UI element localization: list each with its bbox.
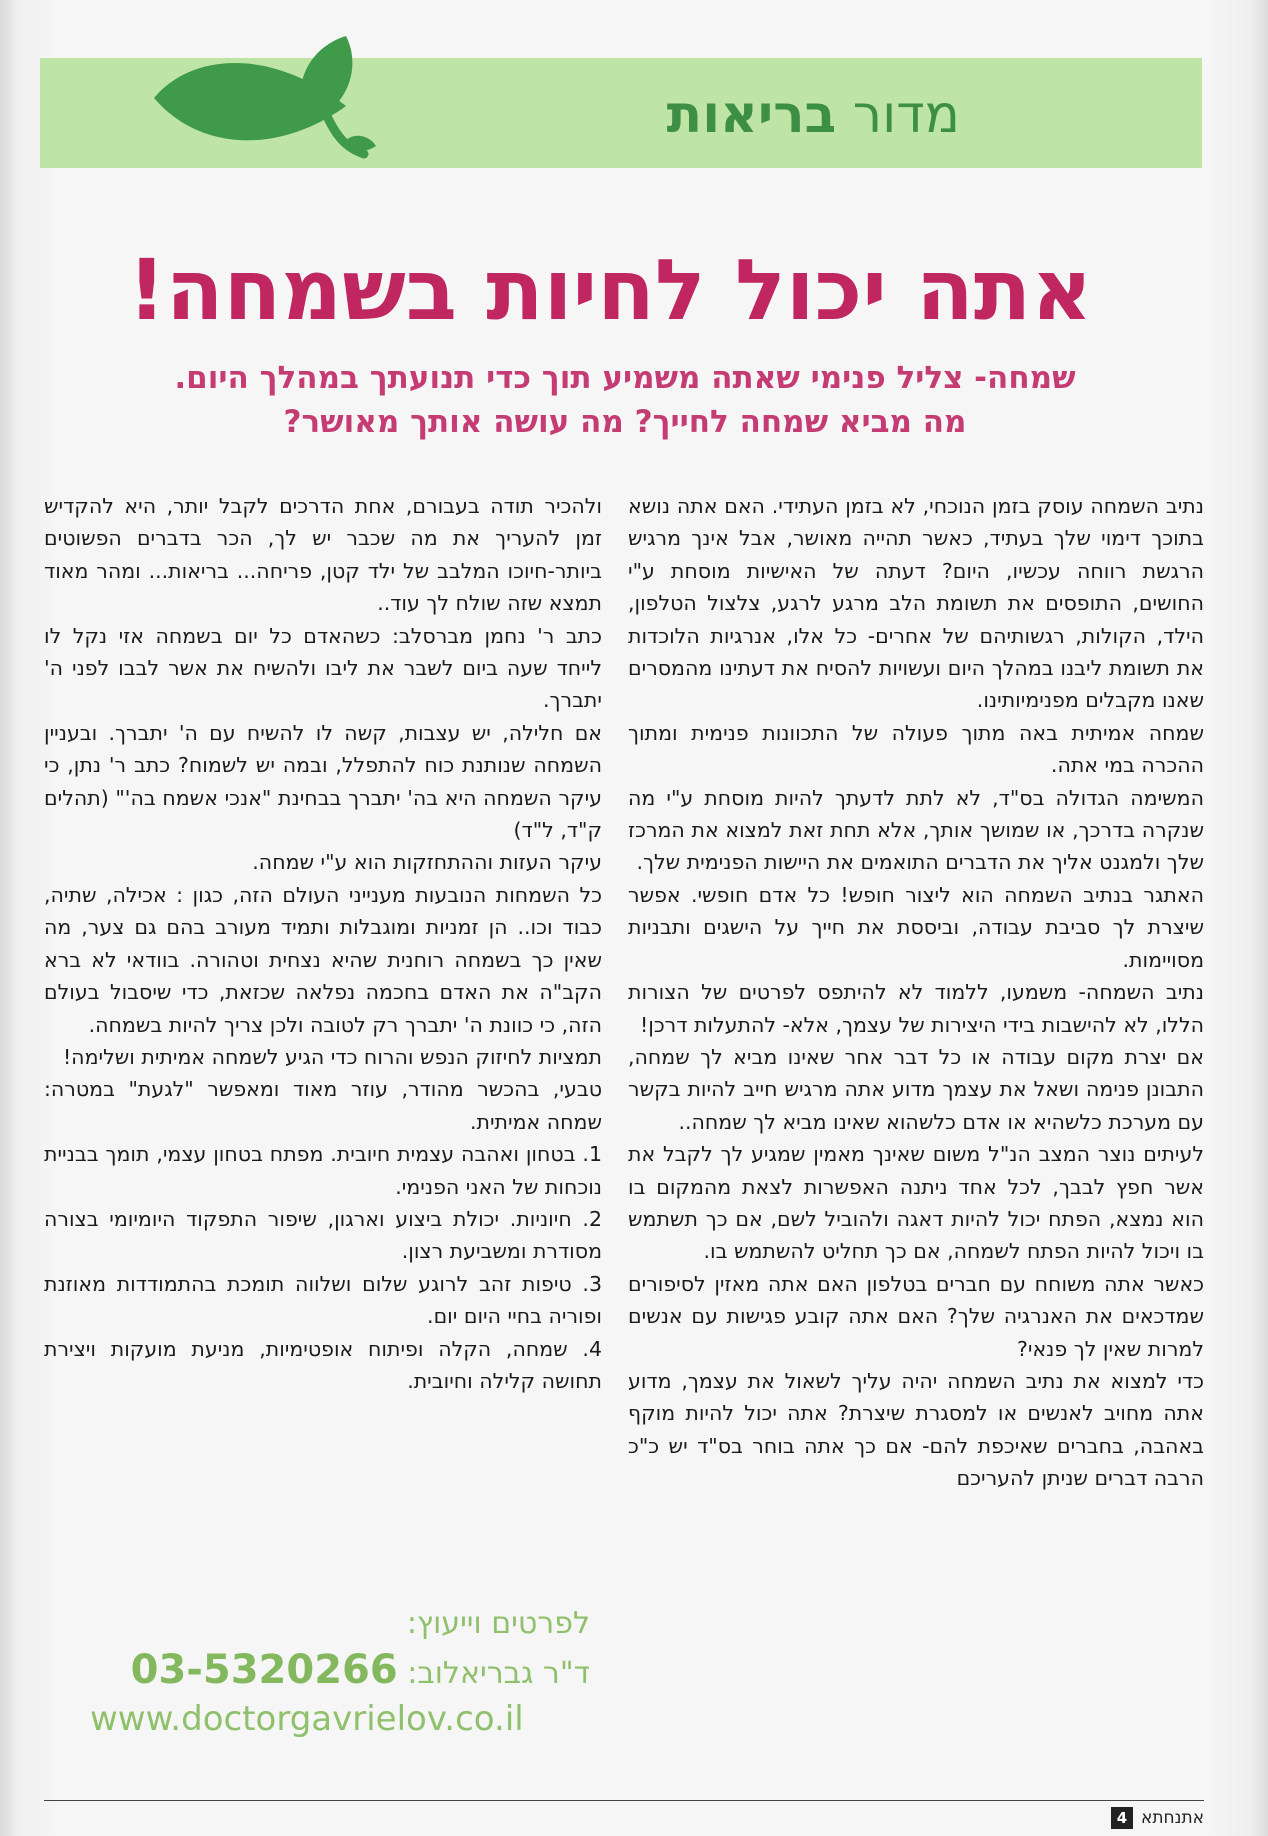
paragraph: כתב ר' נחמן מברסלב: כשהאדם כל יום בשמחה אזי נקל לו לייחד שעה ביום לשבר את ליבו ולהשיח את אשר לבבו לפני ה' יתברך. bbox=[44, 623, 602, 713]
paragraph: המשימה הגדולה בס"ד, לא לתת לדעתך להיות מוסחת ע"י מה שנקרה בדרכך, או שמושך אותך, אלא תחת זאת למצוא את המרכז שלך ולמגנט אליך את הדברים התואמים את היישות הפנימית שלך. bbox=[628, 785, 1204, 875]
paragraph: שמחה אמיתית באה מתוך פעולה של התכוונות פנימית ומתוך ההכרה במי אתה. bbox=[628, 720, 1204, 778]
paragraph: אם יצרת מקום עבודה או כל דבר אחר שאינו מביא לך שמחה, התבונן פנימה ושאל את עצמך מדוע אתה מרגיש חייב להיות בקשר עם מערכת כלשהיא או אדם כלשהוא שאינו מביא לך שמחה.. bbox=[628, 1044, 1204, 1134]
page-footer bbox=[1111, 1806, 1204, 1830]
list-item: 2. חיוניות. יכולת ביצוע וארגון, שיפור התפקוד היומיומי בצורה מסודרת ומשביעת רצון. bbox=[44, 1206, 602, 1264]
list-item: 4. שמחה, הקלה ופיתוח אופטימיות, מניעת מועקות ויצירת תחושה קלילה וחיובית. bbox=[44, 1336, 602, 1393]
paragraph: טבעי, בהכשר מהודר, עוזר מאוד ומאפשר "לגעת" במטרה: שמחה אמיתית. bbox=[44, 1077, 602, 1134]
contact-phone[interactable]: 03-5320266 bbox=[130, 1647, 398, 1693]
contact-doctor: ד"ר גבריאלוב: bbox=[407, 1656, 590, 1691]
contact-box bbox=[90, 1602, 590, 1744]
paragraph: כדי למצוא את נתיב השמחה יהיה עליך לשאול את עצמך, מדוע אתה מחויב לאנשים או למסגרת שיצרת? אתה יכול להיות מוקף באהבה, בחברים שאיכפת להם- אם כך אתה בוחר בס"ד יש כ"כ הרבה דברים שניתן להעריכם bbox=[628, 1368, 1204, 1491]
section-title: מדור בריאות bbox=[666, 85, 960, 145]
article-column-right bbox=[628, 490, 1204, 1495]
list-item: 3. טיפות זהב לרוגע שלום ושלווה תומכת בהתמודדות מאוזנת ופוריה בחיי היום יום. bbox=[44, 1271, 602, 1329]
paragraph: נתיב השמחה- משמעו, ללמוד לא להיתפס לפרטים של הצורות הללו, לא להישבות בידי היצירות של עצמך, אלא- להתעלות דרכן! bbox=[628, 980, 1204, 1037]
footer-divider bbox=[44, 1800, 1204, 1801]
paragraph: כאשר אתה משוחח עם חברים בטלפון האם אתה מאזין לסיפורים שמדכאים את האנרגיה שלך? האם אתה קובע פגישות עם אנשים למרות שאין לך פנאי? bbox=[628, 1271, 1204, 1361]
leaf-icon bbox=[150, 36, 380, 172]
article-column-left bbox=[44, 490, 602, 1397]
subtitle-line-1: שמחה- צליל פנימי שאתה משמיע תוך כדי תנועתך במהלך היום. bbox=[174, 360, 1076, 396]
list-item: 1. בטחון ואהבה עצמית חיובית. מפתח בטחון עצמי, תומך בבניית נוכחות של האני הפנימי. bbox=[44, 1142, 602, 1199]
paragraph: אם חלילה, יש עצבות, קשה לו להשיח עם ה' יתברך. ובעניין השמחה שנותנת כוח להתפלל, ובמה יש לשמוח? כתב ר' נתן, כי עיקר השמחה היא בה' יתברך בבחינת "אנכי אשמח בה'" (תהלים ק"ד, ל"ד) bbox=[44, 720, 602, 843]
contact-label: לפרטים וייעוץ: bbox=[406, 1606, 590, 1641]
paragraph: לעיתים נוצר המצב הנ"ל משום שאינך מאמין שמגיע לך לקבל את אשר חפץ לבבך, לכל אחד ניתנה האפשרות לצאת מהמקום בו הוא נמצא, הפתח יכול להיות דאגה ולהוביל לשם, אם כך תשתמש בו ויכול להיות הפתח לשמחה, אם כך תחליט להשתמש בו. bbox=[628, 1142, 1204, 1264]
magazine-name: אתנחתא bbox=[1141, 1808, 1204, 1828]
page-number: 4 bbox=[1111, 1807, 1133, 1829]
article-title: אתה יכול לחיות בשמחה! bbox=[127, 241, 1093, 339]
article-subtitle bbox=[60, 356, 1190, 444]
paragraph: האתגר בנתיב השמחה הוא ליצור חופש! כל אדם חופשי. אפשר שיצרת לך סביבת עבודה, וביססת את חייך על הישגים ותבניות מסויימות. bbox=[628, 882, 1204, 972]
contact-doctor-line bbox=[90, 1646, 590, 1694]
paragraph: כל השמחות הנובעות מענייני העולם הזה, כגון : אכילה, שתיה, כבוד וכו.. הן זמניות ומוגבלות ותמיד מעורב בהם גם צער, מה שאין כך בשמחה רוחנית שהיא נצחית וטהורה. בוודאי לא ברא הקב"ה את האדם בחכמה נפלאה שכזאת, כדי שיסבול בעולם הזה, כי כוונת ה' יתברך רק לטובה ולכן צריך להיות בשמחה. bbox=[44, 882, 602, 1037]
paragraph: עיקר העזות וההתחזקות הוא ע"י שמחה. bbox=[252, 850, 602, 875]
paragraph: ולהכיר תודה בעבורם, אחת הדרכים לקבל יותר, היא להקדיש זמן להעריך את מה שכבר יש לך, הכר בדברים הפשוטים ביותר-חיוכו המלבב של ילד קטן, פריחה... בריאות... ומהר מאוד תמצא שזה שולח לך עוד.. bbox=[44, 494, 602, 616]
paragraph: תמציות לחיזוק הנפש והרוח כדי הגיע לשמחה אמיתית ושלימה! bbox=[62, 1044, 602, 1069]
paragraph: נתיב השמחה עוסק בזמן הנוכחי, לא בזמן העתידי. האם אתה נושא בתוכך דימוי שלך בעתיד, כאשר תהייה מאושר, אבל אינך מרגיש הרגשת רווחה עכשיו, היום? דעתה של האישיות מוסחת ע"י החושים, התופסים את תשומת הלב מרגע לרגע, צלצול הטלפון, הילד, הקולות, רגשותיהם של אחרים- כל אלו, אנרגיות הלוכדות את תשומת ליבנו במהלך היום ועשויות להסיח את דעתינו מהמסרים שאנו מקבלים מפנימיותינו. bbox=[628, 494, 1204, 713]
contact-website[interactable]: www.doctorgavrielov.co.il bbox=[90, 1699, 524, 1739]
subtitle-line-2: מה מביא שמחה לחייך? מה עושה אותך מאושר? bbox=[283, 404, 967, 440]
section-name: בריאות bbox=[666, 85, 837, 145]
